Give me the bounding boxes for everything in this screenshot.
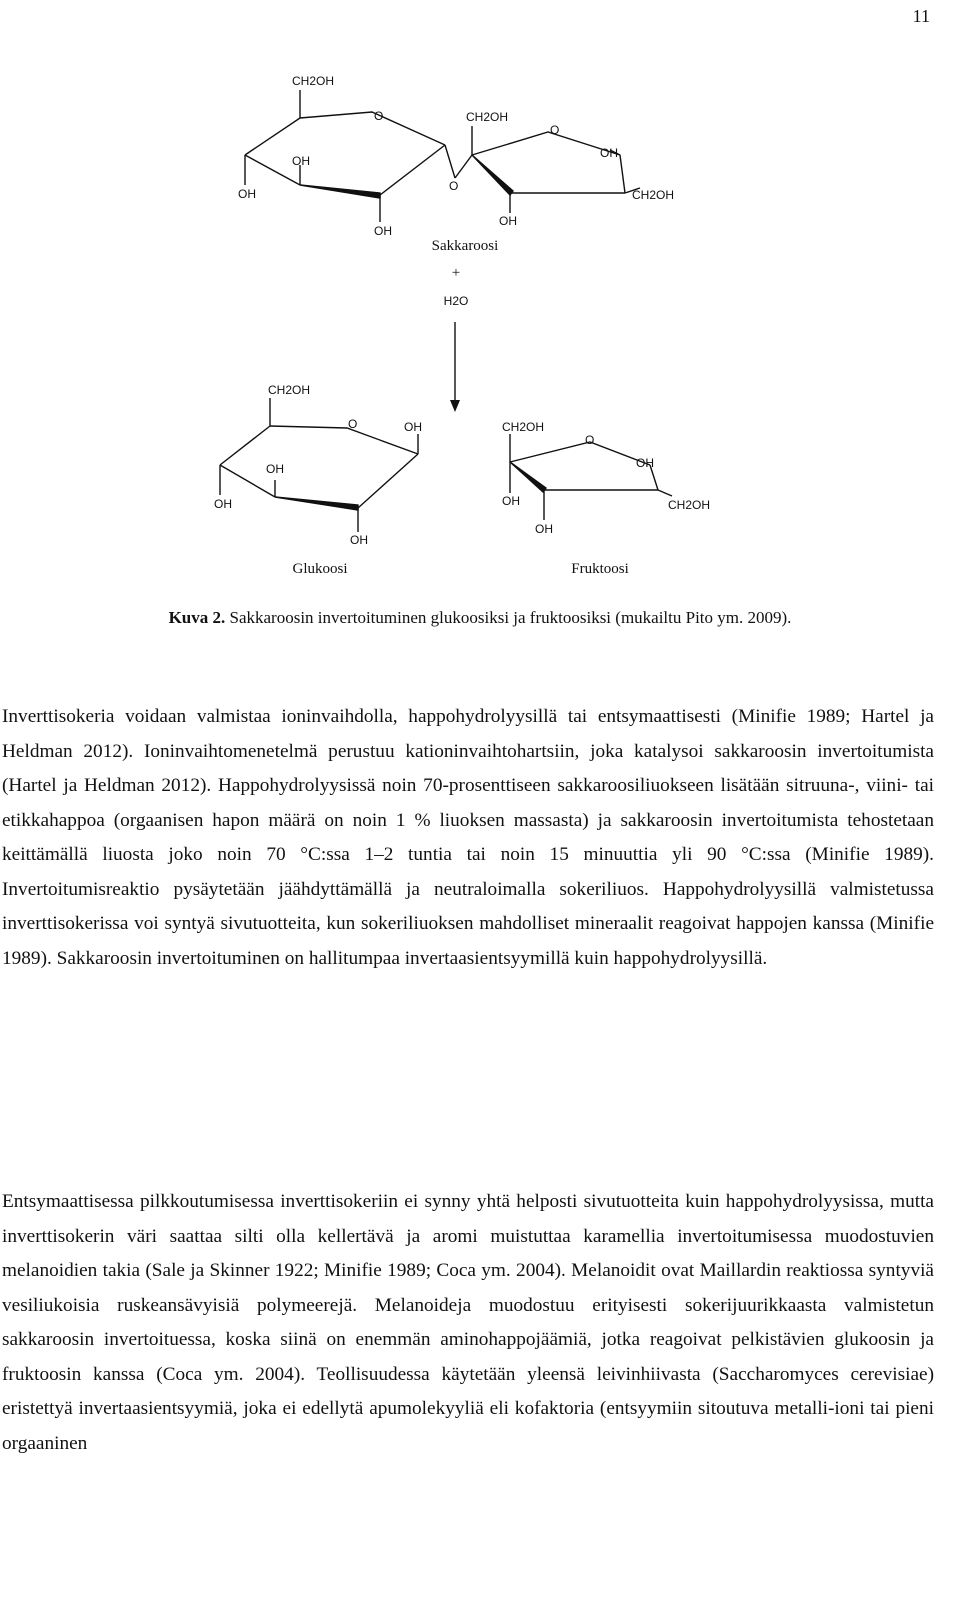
figure-caption: [0, 608, 960, 628]
sucrose-oh-label: OH: [292, 154, 310, 168]
sucrose-ch2oh-left: CH2OH: [292, 74, 335, 88]
sucrose-label: Sakkaroosi: [431, 238, 499, 254]
fructose-ring-oxygen: O: [585, 433, 595, 447]
glucose-ch2oh: CH2OH: [268, 383, 311, 397]
plus-sign: +: [451, 265, 461, 281]
fructose-oh-label: OH: [502, 494, 520, 508]
glycosidic-oxygen: O: [449, 179, 459, 193]
fructose-oh-label: OH: [636, 456, 654, 470]
paragraph: Inverttisokeria voidaan valmistaa ioninvaihdolla, happohydrolyysillä tai entsymaattisesti (Minifie 1989; Hartel ja Heldman 2012). Ioninvaihtomenetelmä perustuu kationinvaihtohartsiin, joka katalysoi sakkaroosin invertoitumista (Hartel ja Heldman 2012). Happohydrolyysissä noin 70-prosenttiseen sakkaroosiliuokseen lisätään sitruuna-, viini- tai etikkahappoa (orgaanisen hapon määrä on noin 1 % liuoksen massasta) ja sakkaroosin invertoitumista tehostetaan keittämällä liuosta joko noin 70 °C:ssa 1–2 tuntia tai noin 15 minuuttia yli 90 °C:ssa (Minifie 1989). Invertoitumisreaktio pysäytetään jäähdyttämällä ja neutraloimalla sokeriliuos. Happohydrolyysillä valmistetussa inverttisokerissa voi syntyä sivutuotteita, kun sokeriliuoksen mahdolliset mineraalit reagoivat happojen kanssa (Minifie 1989). Sakkaroosin invertoituminen on hallitumpaa invertaasientsyymillä kuin happohydrolyysillä.: [2, 706, 934, 969]
sucrose-ring-oxygen-right: O: [550, 123, 560, 137]
sucrose-ch2oh-middle: CH2OH: [466, 110, 509, 124]
sucrose-ring-oxygen-left: O: [374, 109, 384, 123]
arrow-head: [450, 400, 460, 412]
sucrose-inversion-figure: [0, 0, 960, 600]
sucrose-oh-label: OH: [600, 146, 618, 160]
glucose-oh-label: OH: [404, 420, 422, 434]
glucose-oh-label: OH: [214, 497, 232, 511]
fructose-oh-label: OH: [535, 522, 553, 536]
sucrose-fructose-ring: [455, 126, 640, 213]
glucose-oh-label: OH: [350, 533, 368, 547]
sucrose-oh-label: OH: [238, 187, 256, 201]
fructose-label: Fruktoosi: [571, 561, 629, 577]
paragraph: Entsymaattisessa pilkkoutumisessa inverttisokeriin ei synny yhtä helposti sivutuotteita kuin happohydrolyysissa, mutta inverttisokerin väri saattaa silti olla kellertävä ja aromi muistuttaa karamellia invertoitumisessa muodostuvien melanoidien takia (Sale ja Skinner 1922; Minifie 1989; Coca ym. 2004). Melanoidit ovat Maillardin reaktiossa syntyviä vesiliukoisia ruskeansävyisiä polymeerejä. Melanoideja muodostuu erityisesti sokerijuurikkaasta valmistetun sakkaroosin invertoituessa, koska siinä on enemmän aminohappojäämiä, jotka reagoivat pelkistävien glukoosin ja fruktoosin kanssa (Coca ym. 2004). Teollisuudessa käytetään yleensä leivinhiivasta (Saccharomyces cerevisiae) eristettyä invertaasientsyymiä, joka ei edellytä apumolekyyliä eli kofaktoria (entsyymiin sitoutuva metalli-ioni tai pieni orgaaninen: [2, 1191, 934, 1454]
page-number: 11: [912, 6, 930, 26]
sucrose-oh-label: OH: [374, 224, 392, 238]
glucose-ring-oxygen: O: [348, 417, 358, 431]
reaction-diagram: [0, 0, 960, 600]
glucose-ring: [220, 398, 418, 532]
figure-caption-text: Sakkaroosin invertoituminen glukoosiksi ja fruktoosiksi (mukailtu Pito ym. 2009).: [225, 608, 792, 627]
water-label: H2O: [443, 294, 469, 308]
fructose-ch2oh-right: CH2OH: [668, 498, 711, 512]
sucrose-oh-label: OH: [499, 214, 517, 228]
glucose-oh-label: OH: [266, 462, 284, 476]
sucrose-ch2oh-right: CH2OH: [632, 188, 675, 202]
fructose-ch2oh-top: CH2OH: [502, 420, 545, 434]
figure-caption-label: Kuva 2.: [168, 608, 226, 627]
glucose-label: Glukoosi: [292, 561, 348, 577]
sucrose-glucose-ring: [245, 90, 455, 222]
